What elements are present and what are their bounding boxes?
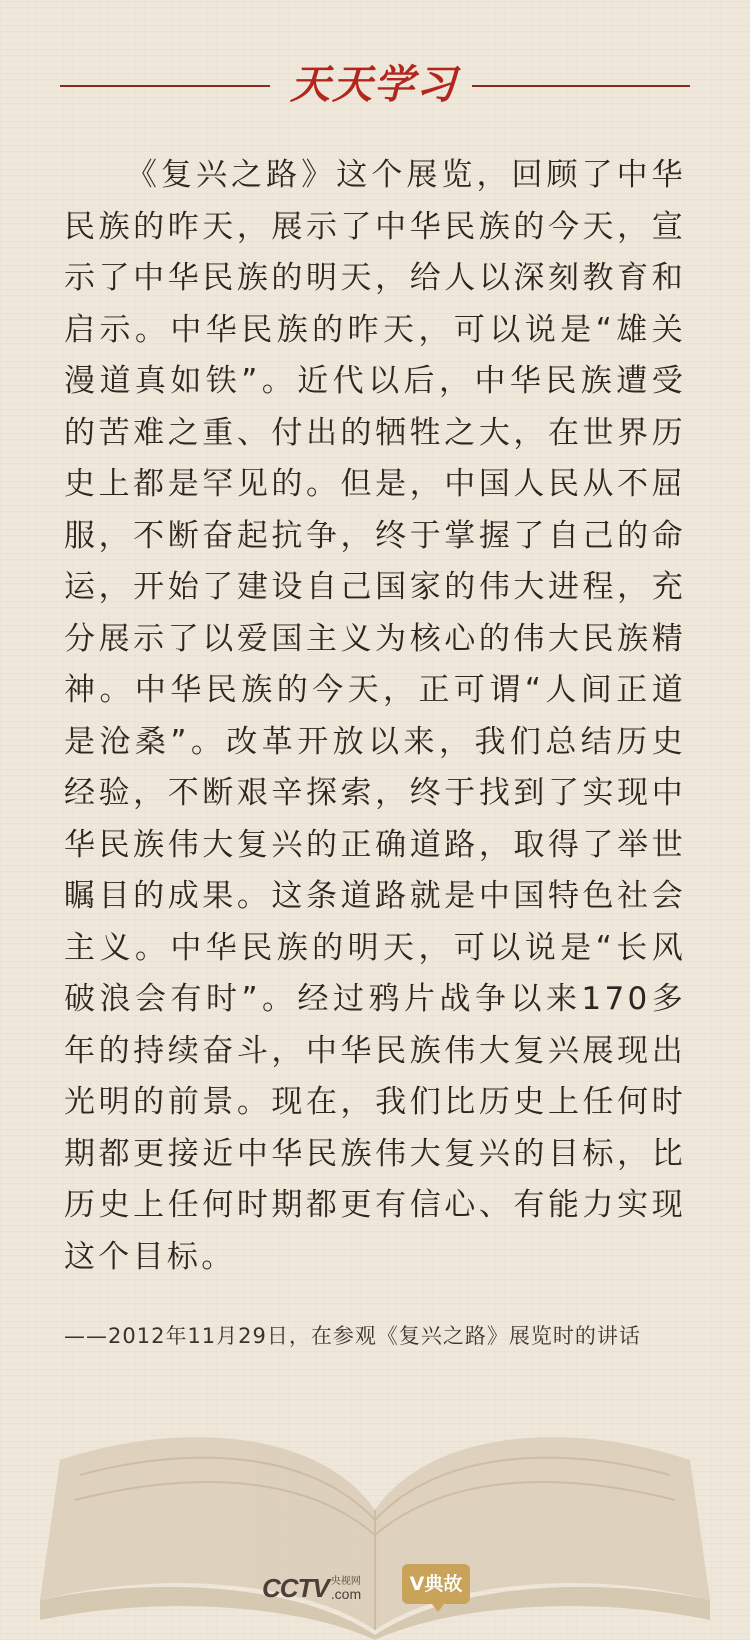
article-source: ——2012年11月29日，在参观《复兴之路》展览时的讲话 bbox=[64, 1324, 641, 1348]
cctv-logo-cn: 央视网 bbox=[330, 1576, 361, 1587]
header bbox=[0, 55, 750, 115]
cctv-logo-side bbox=[331, 1575, 361, 1601]
header-rule-right bbox=[472, 85, 690, 87]
v-diangu-badge: V典故 bbox=[402, 1564, 470, 1604]
header-rule-left bbox=[60, 85, 270, 87]
cctv-logo-mark: CCTV bbox=[262, 1572, 329, 1603]
cctv-logo-com: .com bbox=[330, 1586, 362, 1602]
cctv-logo bbox=[262, 1568, 361, 1608]
article-body: 《复兴之路》这个展览，回顾了中华民族的昨天，展示了中华民族的今天，宣示了中华民族的明天，给人以深刻教育和启示。中华民族的昨天，可以说是“雄关漫道真如铁”。近代以后，中华民族遭受的苦难之重、付出的牺牲之大，在世界历史上都是罕见的。但是，中国人民从不屈服，不断奋起抗争，终于掌握了自己的命运，开始了建设自己国家的伟大进程，充分展示了以爱国主义为核心的伟大民族精神。中华民族的今天，正可谓“人间正道是沧桑”。改革开放以来，我们总结历史经验，不断艰辛探索，终于找到了实现中华民族伟大复兴的正确道路，取得了举世瞩目的成果。这条道路就是中国特色社会主义。中华民族的明天，可以说是“长风破浪会有时”。经过鸦片战争以来170多年的持续奋斗，中华民族伟大复兴展现出光明的前景。现在，我们比历史上任何时期都更接近中华民族伟大复兴的目标，比历史上任何时期都更有信心、有能力实现这个目标。 bbox=[64, 157, 686, 1275]
header-title: 天天学习 bbox=[290, 61, 458, 108]
footer bbox=[0, 1560, 750, 1620]
